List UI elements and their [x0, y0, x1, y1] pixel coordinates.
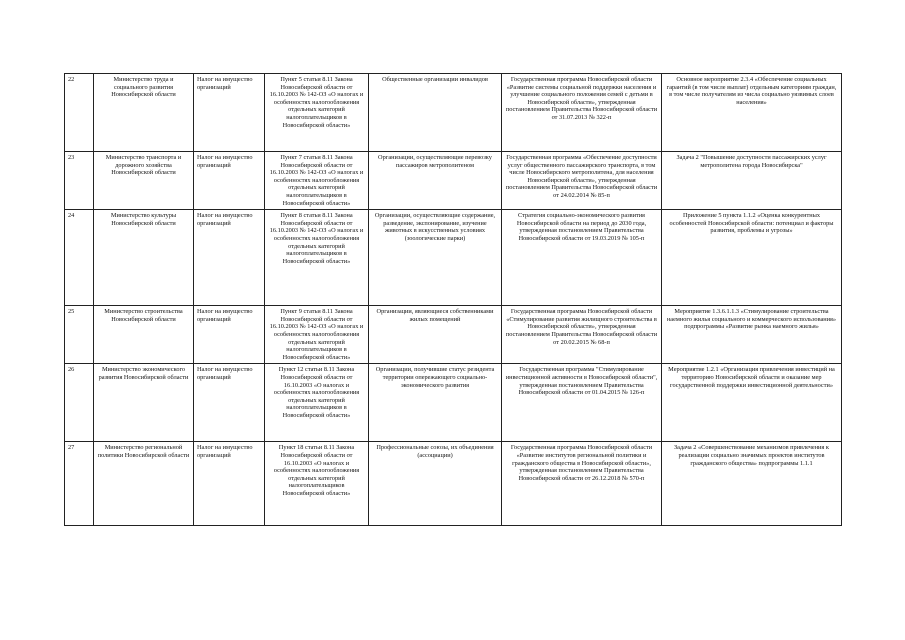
row-number: 27	[65, 442, 94, 526]
program-cell: Государственная программа Новосибирской области «Развитие системы социальной поддержки населения и улучшение социального положения семей с детьми в Новосибирской области», утвержденная постановлением Правительства Новосибирской области от 31.07.2013 № 322-п	[502, 74, 662, 152]
taxpayer-category-cell: Общественные организации инвалидов	[369, 74, 502, 152]
program-cell: Государственная программа «Обеспечение доступности услуг общественного пассажирского транспорта, в том числе Новосибирского метрополитена, для населения Новосибирской области», утвержденная постановлением Правительства Новосибирской области от 24.02.2014 № 85-п	[502, 152, 662, 210]
tax-type-cell: Налог на имущество организаций	[194, 442, 265, 526]
tax-type-cell: Налог на имущество организаций	[194, 152, 265, 210]
ministry-cell: Министерство региональной политики Новосибирской области	[94, 442, 194, 526]
table-row	[65, 442, 842, 526]
tax-type-cell: Налог на имущество организаций	[194, 306, 265, 364]
law-reference-cell: Пункт 5 статьи 8.11 Закона Новосибирской области от 16.10.2003 № 142-ОЗ «О налогах и особенностях налогообложения отдельных категорий налогоплательщиков в Новосибирской области»	[265, 74, 369, 152]
goal-cell: Задача 2 «Совершенствование механизмов привлечения к реализации социально значимых проектов институтов гражданского общества» подпрограммы 1.1.1	[662, 442, 842, 526]
goal-cell: Приложение 5 пункта 1.1.2 «Оценка конкурентных особенностей Новосибирской области: потенциал и факторы развития, проблемы и угрозы»	[662, 210, 842, 306]
table-row	[65, 364, 842, 442]
table-row	[65, 210, 842, 306]
ministry-cell: Министерство экономического развития Новосибирской области	[94, 364, 194, 442]
program-cell: Государственная программа "Стимулирование инвестиционной активности в Новосибирской области", утвержденная постановлением Правительства Новосибирской области от 01.04.2015 № 126-п	[502, 364, 662, 442]
goal-cell: Основное мероприятие 2.3.4 «Обеспечение социальных гарантий (в том числе выплат) отдельным категориям граждан, в том числе получателям из числа социально уязвимых слоев населения»	[662, 74, 842, 152]
goal-cell: Задача 2 "Повышение доступности пассажирских услуг метрополитена города Новосибирска"	[662, 152, 842, 210]
goal-cell: Мероприятие 1.2.1 «Организация привлечения инвестиций на территорию Новосибирской области и оказание мер государственной поддержки инвестиционной деятельности»	[662, 364, 842, 442]
law-reference-cell: Пункт 8 статьи 8.11 Закона Новосибирской области от 16.10.2003 № 142-ОЗ «О налогах и особенностях налогообложения отдельных категорий налогоплательщиков в Новосибирской области»	[265, 210, 369, 306]
program-cell: Государственная программа Новосибирской области «Стимулирование развития жилищного строительства в Новосибирской области», утвержденная постановлением Правительства Новосибирской области от 20.02.2015 № 68-п	[502, 306, 662, 364]
taxpayer-category-cell: Организации, являющиеся собственниками жилых помещений	[369, 306, 502, 364]
row-number: 23	[65, 152, 94, 210]
law-reference-cell: Пункт 7 статьи 8.11 Закона Новосибирской области от 16.10.2003 № 142-ОЗ «О налогах и особенностях налогообложения отдельных категорий налогоплательщиков в Новосибирской области»	[265, 152, 369, 210]
program-cell: Государственная программа Новосибирской области «Развитие институтов региональной политики и гражданского общества в Новосибирской области», утвержденная постановлением Правительства Новосибирской области от 26.12.2018 № 570-п	[502, 442, 662, 526]
program-cell: Стратегия социально-экономического развития Новосибирской области на период до 2030 года, утвержденная постановлением Правительства Новосибирской области от 19.03.2019 № 105-п	[502, 210, 662, 306]
law-reference-cell: Пункт 9 статьи 8.11 Закона Новосибирской области от 16.10.2003 № 142-ОЗ «О налогах и особенностях налогообложения отдельных категорий налогоплательщиков в Новосибирской области»	[265, 306, 369, 364]
law-reference-cell: Пункт 12 статьи 8.11 Закона Новосибирской области от 16.10.2003 «О налогах и особенностях налогообложения отдельных категорий налогоплательщиков в Новосибирской области»	[265, 364, 369, 442]
ministry-cell: Министерство транспорта и дорожного хозяйства Новосибирской области	[94, 152, 194, 210]
taxpayer-category-cell: Организации, осуществляющие перевозку пассажиров метрополитеном	[369, 152, 502, 210]
tax-type-cell: Налог на имущество организаций	[194, 364, 265, 442]
tax-expenditure-table	[64, 73, 842, 526]
ministry-cell: Министерство культуры Новосибирской области	[94, 210, 194, 306]
taxpayer-category-cell: Организации, получившие статус резидента территории опережающего социально-экономического развития	[369, 364, 502, 442]
taxpayer-category-cell: Организации, осуществляющие содержание, разведение, экспонирование, изучение животных в искусственных условиях (зоологические парки)	[369, 210, 502, 306]
goal-cell: Мероприятие 1.3.6.1.1.3 «Стимулирование строительства наемного жилья социального и коммерческого использования» подпрограммы «Развитие рынка наемного жилья»	[662, 306, 842, 364]
table-row	[65, 306, 842, 364]
row-number: 26	[65, 364, 94, 442]
taxpayer-category-cell: Профессиональные союзы, их объединения (ассоциации)	[369, 442, 502, 526]
table-row	[65, 152, 842, 210]
law-reference-cell: Пункт 18 статьи 8.11 Закона Новосибирской области от 16.10.2003 «О налогах и особенностях налогообложения отдельных категорий налогоплательщиков Новосибирской области»	[265, 442, 369, 526]
tax-type-cell: Налог на имущество организаций	[194, 210, 265, 306]
table-row	[65, 74, 842, 152]
ministry-cell: Министерство труда и социального развития Новосибирской области	[94, 74, 194, 152]
row-number: 22	[65, 74, 94, 152]
tax-type-cell: Налог на имущество организаций	[194, 74, 265, 152]
row-number: 25	[65, 306, 94, 364]
ministry-cell: Министерство строительства Новосибирской области	[94, 306, 194, 364]
row-number: 24	[65, 210, 94, 306]
